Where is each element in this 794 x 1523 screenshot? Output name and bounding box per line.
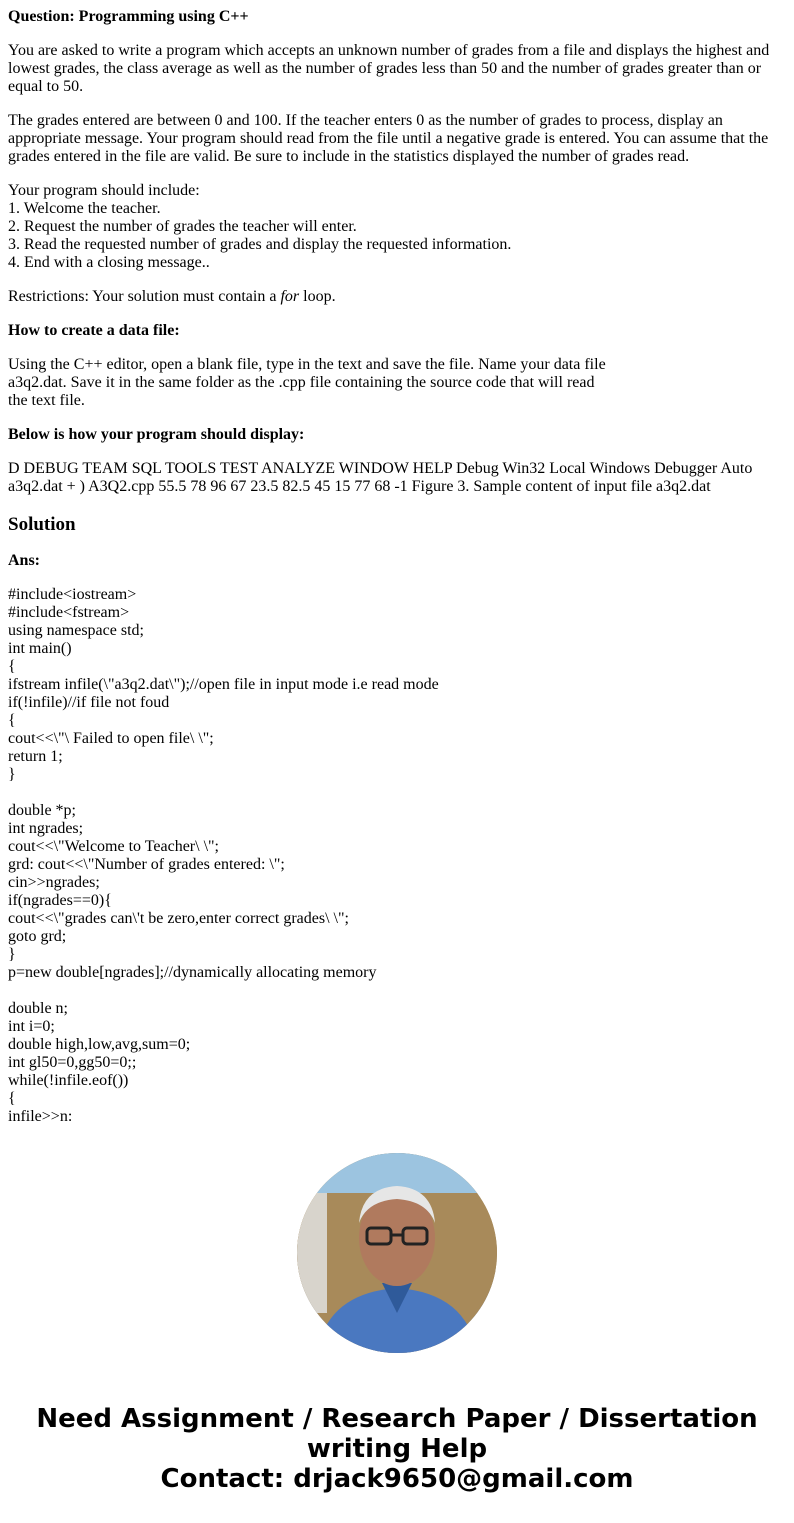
code-line: double n; [8,1000,68,1017]
code-line: infile>>n: [8,1108,73,1125]
code-line: int gl50=0,gg50=0;; [8,1054,137,1071]
code-line: cin>>ngrades; [8,874,100,891]
code-line: goto grd; [8,928,67,945]
restrictions-em: for [280,288,300,305]
datafile-heading [8,322,786,340]
code-line: { [8,712,16,729]
code-line: #include<fstream> [8,604,130,621]
code-line: double high,low,avg,sum=0; [8,1036,191,1053]
requirements-intro: Your program should include: [8,182,200,199]
code-line: if(!infile)//if file not foud [8,694,170,711]
step: 4. End with a closing message.. [8,254,210,271]
figure-alt-text: D DEBUG TEAM SQL TOOLS TEST ANALYZE WINDOW HELP Debug Win32 Local Windows Debugger Auto a3q2.dat + ) A3Q2.cpp 55.5 78 96 67 23.5 82.5 45 15 77 68 -1 Figure 3. Sample content of input file a3q2.dat [8,460,753,495]
promo-line-2: writing Help [306,1434,488,1464]
ans-label-text: Ans: [8,552,41,569]
code-line [8,982,786,1000]
code-line: return 1; [8,748,63,765]
code-line: cout<<\"\ Failed to open file\ \"; [8,730,214,747]
ans-label [8,552,786,570]
code-line: int ngrades; [8,820,84,837]
code-line: cout<<\"grades can\'t be zero,enter correct grades\ \"; [8,910,349,927]
paragraph-1: You are asked to write a program which accepts an unknown number of grades from a file and displays the highest and lowest grades, the class average as well as the number of grades less than 50 and the number of grades greater than or equal to 50. [8,42,770,95]
step: 3. Read the requested number of grades and display the requested information. [8,236,512,253]
datafile-line: the text file. [8,392,85,409]
code-line: grd: cout<<\"Number of grades entered: \"; [8,856,285,873]
code-line: while(!infile.eof()) [8,1072,129,1089]
code-line: using namespace std; [8,622,144,639]
datafile-heading-text: How to create a data file: [8,322,180,339]
code-line: cout<<\"Welcome to Teacher\ \"; [8,838,219,855]
code-line: { [8,658,16,675]
promo-line-1: Need Assignment / Research Paper / Dissertation [36,1404,758,1434]
code-line: p=new double[ngrades];//dynamically allocating memory [8,964,377,981]
code-line: int main() [8,640,72,657]
display-heading [8,426,786,444]
code-line [8,784,786,802]
step: 2. Request the number of grades the teacher will enter. [8,218,357,235]
code-line: { [8,1090,16,1107]
restrictions [8,288,786,306]
restrictions-pre: Restrictions: Your solution must contain a [8,288,281,305]
solution-heading: Solution [8,514,76,535]
code-line: } [8,946,16,963]
promo-footer [0,1404,794,1494]
code-line: #include<iostream> [8,586,137,603]
paragraph-2: The grades entered are between 0 and 100. If the teacher enters 0 as the number of grades to process, display an appropriate message. Your program should read from the file until a negative grade is entered. You can assume that the grades entered in the file are valid. Be sure to include in the statistics displayed the number of grades read. [8,112,769,165]
question-title [8,8,786,26]
code-line: double *p; [8,802,76,819]
code-line: int i=0; [8,1018,55,1035]
datafile-line: Using the C++ editor, open a blank file, type in the text and save the file. Name your data file [8,356,606,373]
restrictions-post: loop. [299,288,336,305]
display-heading-text: Below is how your program should display: [8,426,305,443]
code-line: if(ngrades==0){ [8,892,112,909]
question-title-text: Question: Programming using C++ [8,8,249,25]
code-block [8,586,786,1126]
person-photo-icon [297,1153,497,1353]
code-line: ifstream infile(\"a3q2.dat\");//open file in input mode i.e read mode [8,676,439,693]
step: 1. Welcome the teacher. [8,200,161,217]
datafile-instructions [8,356,786,410]
contact-email: Contact: drjack9650@gmail.com [160,1464,634,1494]
requirements [8,182,786,272]
datafile-line: a3q2.dat. Save it in the same folder as the .cpp file containing the source code that will read [8,374,595,391]
author-avatar [297,1153,497,1353]
code-line: } [8,766,16,783]
